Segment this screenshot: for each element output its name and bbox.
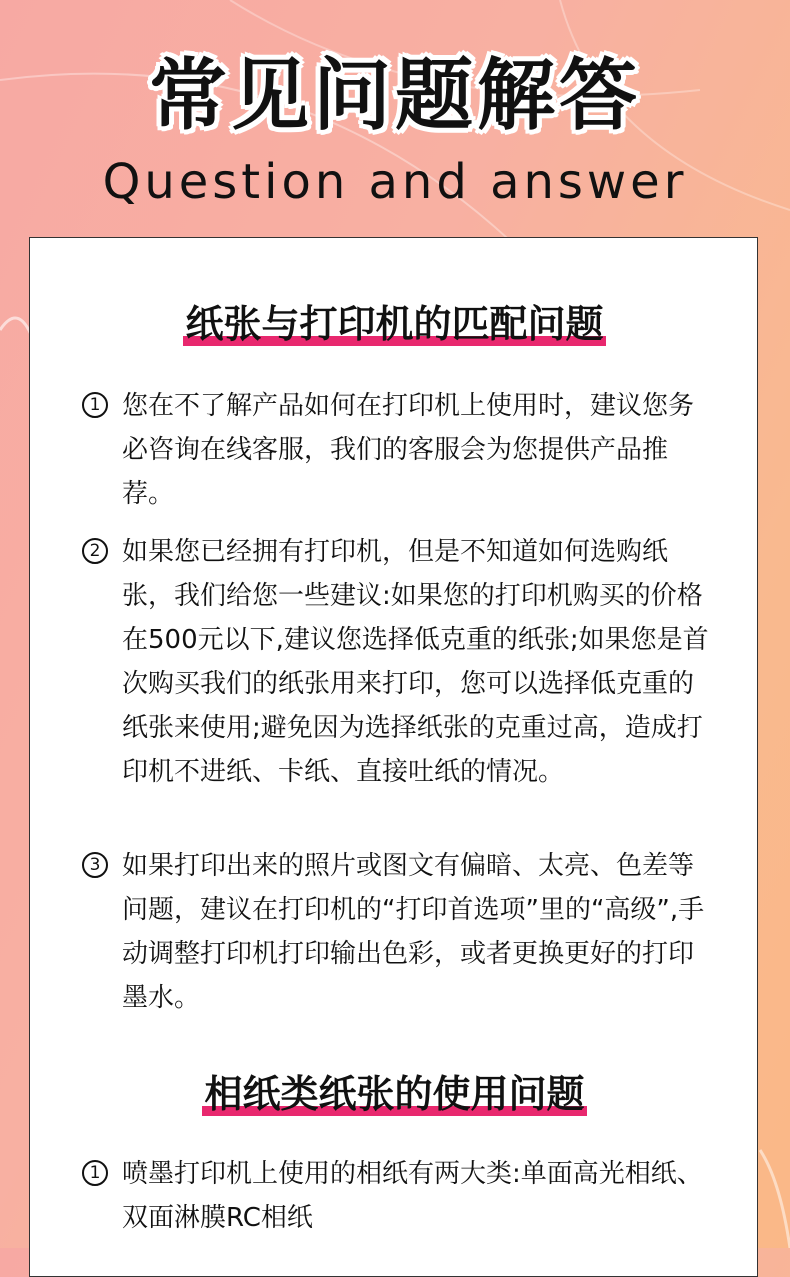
item-text: 如果打印出来的照片或图文有偏暗、太亮、色差等问题，建议在打印机的“打印首选项”里的“高级”,手动调整打印机打印输出色彩，或者更换更好的打印墨水。 <box>122 851 705 1013</box>
list-item <box>82 844 712 1020</box>
list-item <box>82 384 712 516</box>
circled-number: 3 <box>82 852 108 878</box>
qa-card <box>29 237 758 1277</box>
page-title: 常见问题解答 <box>148 51 641 141</box>
item-text: 如果您已经拥有打印机，但是不知道如何选购纸张，我们给您一些建议:如果您的打印机购买的价格在500元以下,建议您选择低克重的纸张;如果您是首次购买我们的纸张用来打印，您可以选择低克重的纸张来使用;避免因为选择纸张的克重过高，造成打印机不进纸、卡纸、直接吐纸的情况。 <box>122 537 709 787</box>
list-item <box>82 530 712 794</box>
item-text: 喷墨打印机上使用的相纸有两大类:单面高光相纸、双面淋膜RC相纸 <box>122 1159 703 1233</box>
circled-number: 1 <box>82 392 108 418</box>
circled-number: 1 <box>82 1160 108 1186</box>
section-heading-photo-paper <box>30 1070 759 1118</box>
page-subtitle: Question and answer <box>102 154 688 210</box>
section-heading-printer-match <box>30 300 759 348</box>
list-item <box>82 1152 712 1240</box>
section-heading-label: 相纸类纸张的使用问题 <box>204 1072 585 1116</box>
page-header <box>0 48 790 210</box>
circled-number: 2 <box>82 538 108 564</box>
item-text: 您在不了解产品如何在打印机上使用时，建议您务必咨询在线客服，我们的客服会为您提供产品推荐。 <box>122 391 695 509</box>
section-heading-label: 纸张与打印机的匹配问题 <box>185 302 604 346</box>
